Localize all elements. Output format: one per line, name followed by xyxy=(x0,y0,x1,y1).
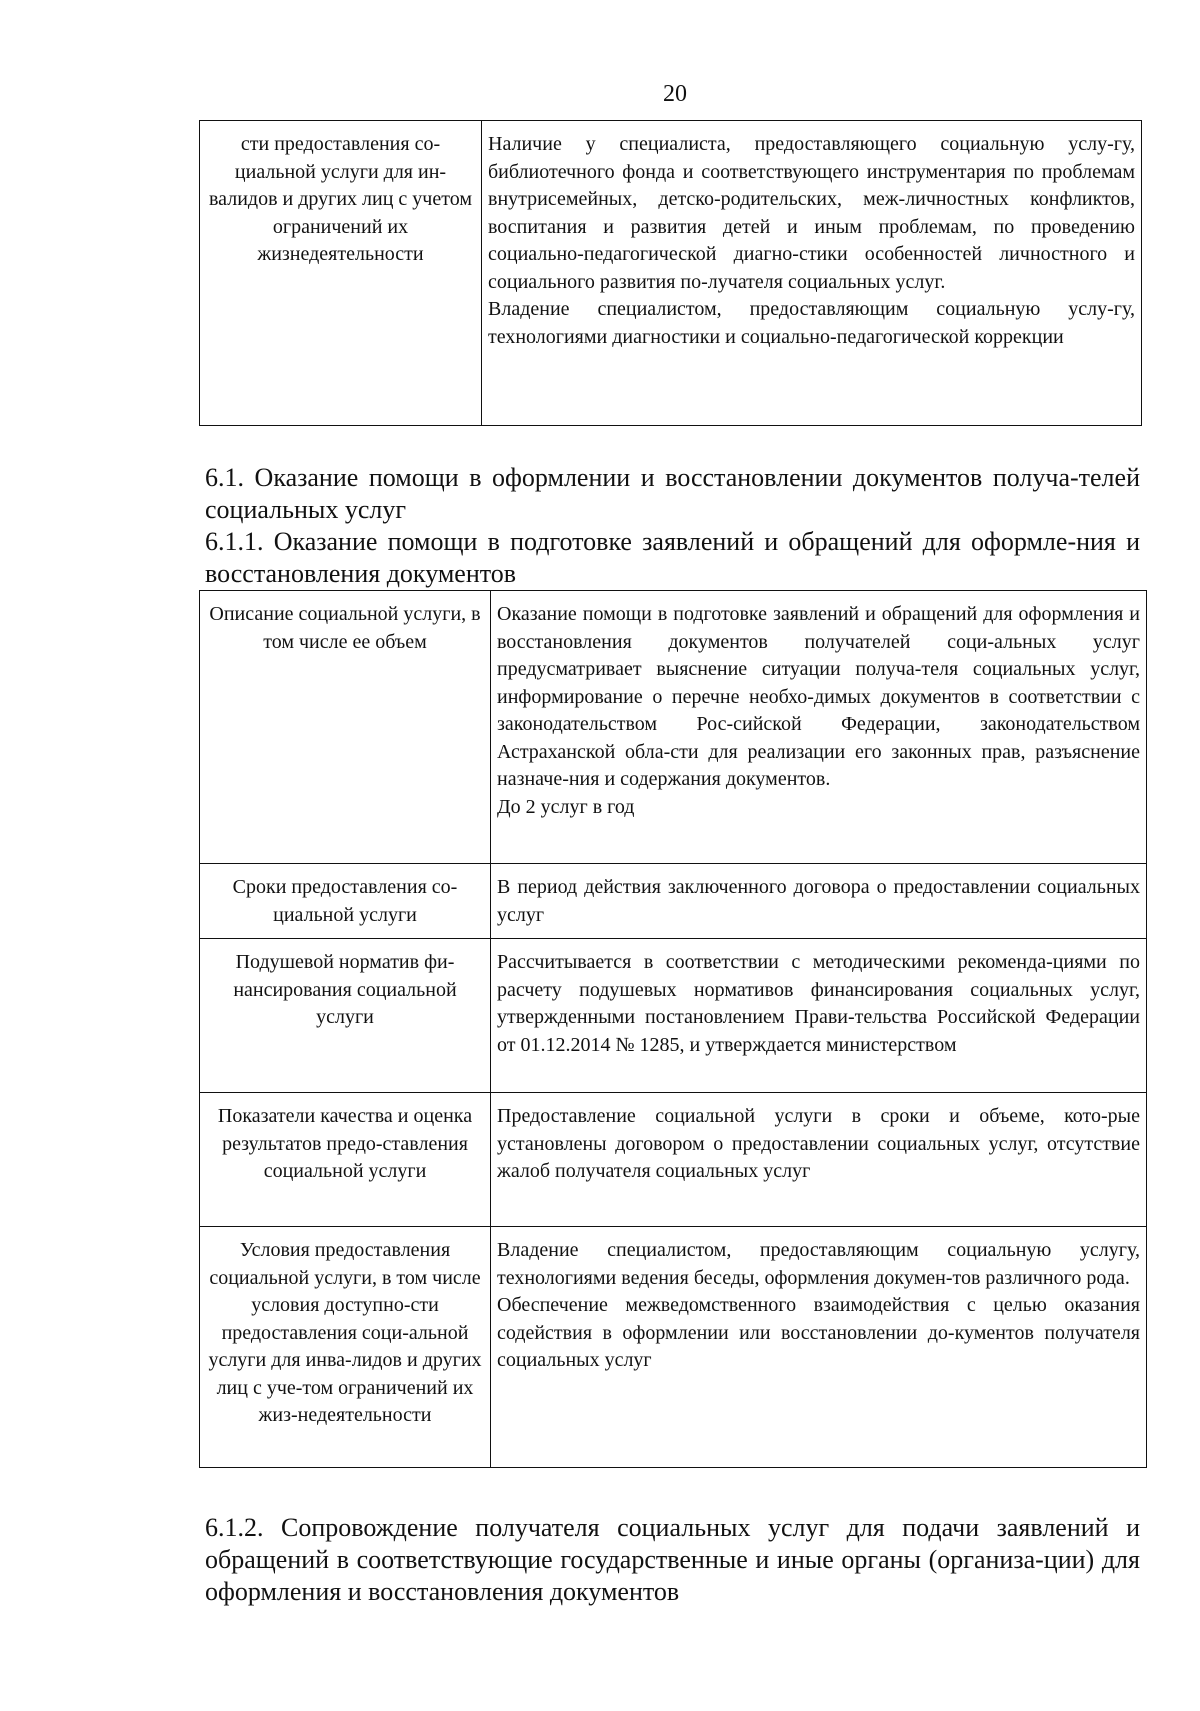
table-row xyxy=(200,864,1147,939)
section-heading-6-1: 6.1. Оказание помощи в оформлении и восстановлении документов получа-телей социальных услуг xyxy=(205,463,1140,524)
table-row xyxy=(200,1227,1147,1468)
table-row xyxy=(200,1093,1147,1227)
requirements-table-continued xyxy=(199,120,1142,426)
table-cell-value xyxy=(491,939,1147,1093)
table-cell-value xyxy=(482,121,1142,426)
section-heading-6-1-1: 6.1.1. Оказание помощи в подготовке заявлений и обращений для оформле-ния и восстановления документов xyxy=(205,527,1140,588)
cell-paragraph: До 2 услуг в год xyxy=(497,795,635,818)
cell-paragraph: Предоставление социальной услуги в сроки и объеме, кото-рые установлены договором о предоставлении социальных услуг, отсутствие жалоб получателя социальных услуг xyxy=(497,1105,1140,1182)
cell-paragraph: В период действия заключенного договора о предоставлении социальных услуг xyxy=(497,876,1140,926)
table-cell-label: Условия предоставления социальной услуги, в том числе условия доступно-сти предоставления соци-альной услуги для инва-лидов и других лиц с уче-том ограничений их жиз-недеятельности xyxy=(200,1227,491,1468)
cell-paragraph: Наличие у специалиста, предоставляющего социальную услу-гу, библиотечного фонда и соответствующего инструментария по проблемам внутрисемейных, детско-родительских, меж-личностных конфликтов, воспитания и развития детей и иным проблемам, по проведению социально-педагогической диагно-стики особенностей личностного и социального развития по-лучателя социальных услуг. xyxy=(488,133,1135,293)
table-cell-value xyxy=(491,1227,1147,1468)
page-number: 20 xyxy=(663,81,687,107)
table-cell-label: Подушевой норматив фи-нансирования социальной услуги xyxy=(200,939,491,1093)
cell-paragraph: Оказание помощи в подготовке заявлений и обращений для оформления и восстановления документов получателей соци-альных услуг предусматривает выяснение ситуации получа-теля социальных услуг, информирование о перечне необхо-димых документов в соответствии с законодательством Рос-сийской Федерации, законодательством Астраханской обла-сти для реализации его законных прав, разъяснение назначе-ния и содержания документов. xyxy=(497,603,1140,790)
service-description-table xyxy=(199,590,1147,1468)
table-cell-label: Описание социальной услуги, в том числе ее объем xyxy=(200,591,491,864)
table-cell-label: сти предоставления со-циальной услуги для ин-валидов и других лиц с учетом ограничений их жизнедеятельности xyxy=(200,121,482,426)
table-cell-label: Сроки предоставления со-циальной услуги xyxy=(200,864,491,939)
table-cell-value xyxy=(491,591,1147,864)
cell-paragraph: Владение специалистом, предоставляющим социальную услу-гу, технологиями диагностики и социально-педагогической коррекции xyxy=(488,298,1135,348)
table-row xyxy=(200,591,1147,864)
table-cell-value xyxy=(491,1093,1147,1227)
cell-paragraph: Обеспечение межведомственного взаимодействия с целью оказания содействия в оформлении или восстановлении до-кументов получателя социальных услуг xyxy=(497,1294,1140,1371)
table-row xyxy=(200,939,1147,1093)
table-row xyxy=(200,121,1142,426)
table-cell-label: Показатели качества и оценка результатов предо-ставления социальной услуги xyxy=(200,1093,491,1227)
cell-paragraph: Владение специалистом, предоставляющим социальную услугу, технологиями ведения беседы, оформления докумен-тов различного рода. xyxy=(497,1239,1140,1289)
section-heading-6-1-2: 6.1.2. Сопровождение получателя социальных услуг для подачи заявлений и обращений в соответствующие государственные и иные органы (организа-ции) для оформления и восстановления документов xyxy=(205,1513,1140,1606)
cell-paragraph: Рассчитывается в соответствии с методическими рекоменда-циями по расчету подушевых нормативов финансирования социальных услуг, утвержденными постановлением Прави-тельства Российской Федерации от 01.12.2014 № 1285, и утверждается министерством xyxy=(497,951,1140,1056)
table-cell-value xyxy=(491,864,1147,939)
